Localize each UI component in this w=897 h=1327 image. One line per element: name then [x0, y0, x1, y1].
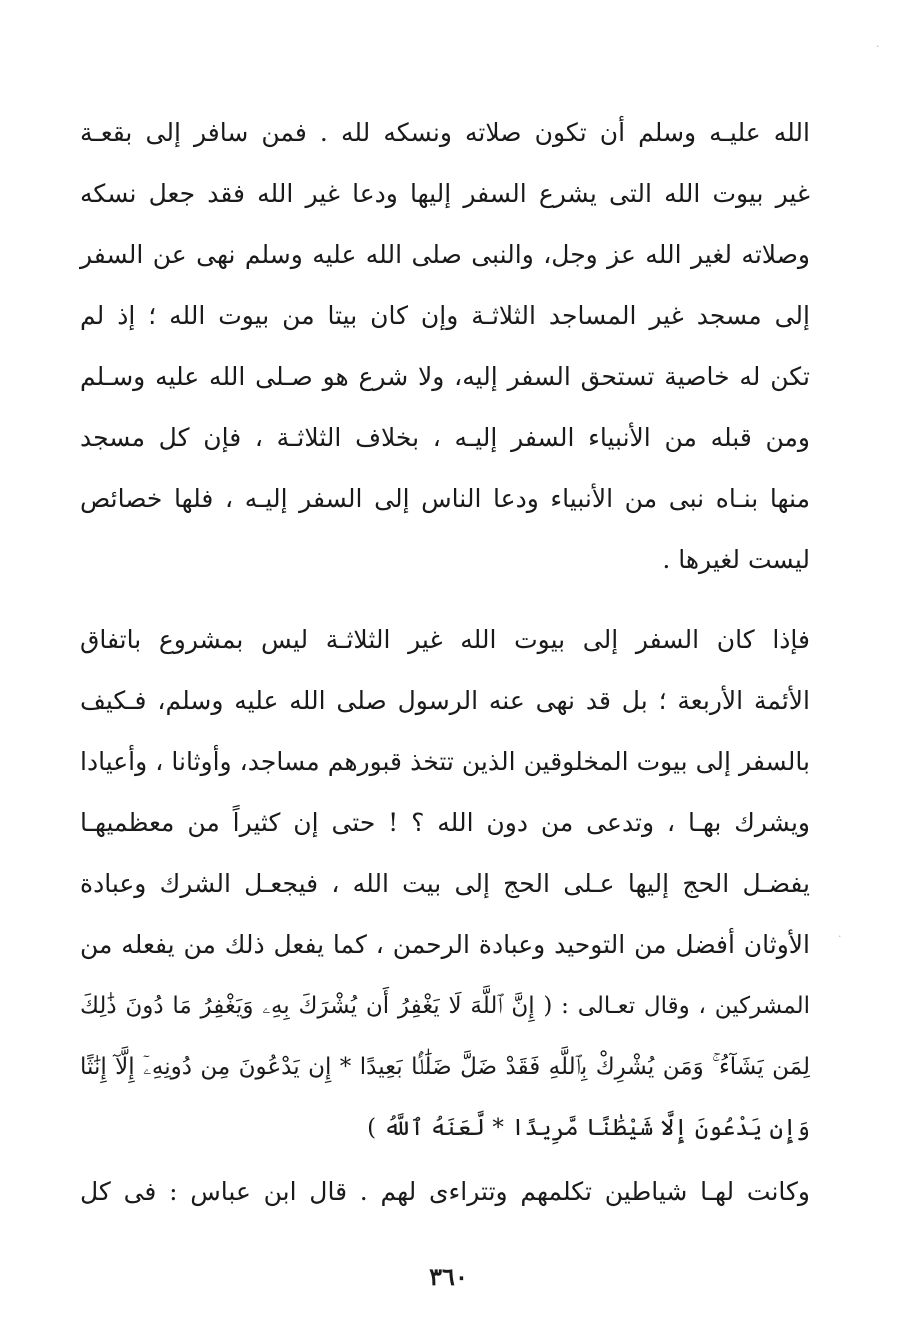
text-line: يفضـل الحج إليها عـلى الحج إلى بيت الله ، فيجعـل الشرك وعبادة	[80, 869, 810, 898]
quran-verse-line: لِمَن يَشَآءُ ۚ وَمَن يُشْرِكْ بِٱللَّهِ فَقَدْ ضَلَّ ضَلَٰلًۢا بَعِيدًا * إِن يَدْعُونَ مِن دُونِهِۦٓ إِلَّآ إِنَٰثًا	[80, 1054, 810, 1080]
scan-speck: ·	[876, 40, 880, 53]
paragraph-1	[80, 113, 810, 601]
text-line: غير بيوت الله التى يشرع السفر إليها ودعا غير الله فقد جعل نسكه	[80, 179, 810, 208]
quran-verse-line: وَإِن يَدْعُونَ إِلَّا شَيْطَٰنًا مَّرِيدًا * لَّعَنَهُ ٱللَّهُ )	[367, 1115, 810, 1141]
paragraph-2	[80, 620, 810, 1169]
text-line: وكانت لهـا شياطين تكلمهم وتتراءى لهم . قال ابن عباس : فى كل	[80, 1177, 810, 1206]
paragraph-3	[80, 1172, 810, 1233]
text-line: ليست لغيرها .	[662, 545, 810, 574]
page-number: ٣٦٠	[429, 1262, 468, 1291]
text-line: ومن قبله من الأنبياء السفر إليـه ، بخلاف الثلاثـة ، فإن كل مسجد	[80, 423, 810, 452]
text-line: بالسفر إلى بيوت المخلوقين الذين تتخذ قبورهم مساجد، وأوثانا ، وأعيادا	[80, 747, 810, 776]
text-line: إلى مسجد غير المساجد الثلاثـة وإن كان بيتا من بيوت الله ؛ إذ لم	[80, 301, 810, 330]
quran-verse-line: المشركين ، وقال تعـالى : ( إِنَّ ٱللَّهَ لَا يَغْفِرُ أَن يُشْرَكَ بِهِۦ وَيَغْفِرُ مَا دُونَ ذَٰلِكَ	[80, 993, 810, 1019]
text-line: ويشرك بهـا ، وتدعى من دون الله ؟ ! حتى إن كثيراً من معظميهـا	[80, 808, 810, 837]
text-line: منها بنـاه نبى من الأنبياء ودعا الناس إلى السفر إليـه ، فلها خصائص	[80, 484, 810, 513]
text-line: تكن له خاصية تستحق السفر إليه، ولا شرع هو صـلى الله عليه وسـلم	[80, 362, 810, 391]
text-line: الأئمة الأربعة ؛ بل قد نهى عنه الرسول صلى الله عليه وسلم، فـكيف	[80, 686, 810, 715]
text-line: فإذا كان السفر إلى بيوت الله غير الثلاثـة ليس بمشروع باتفاق	[80, 625, 810, 654]
text-line: وصلاته لغير الله عز وجل، والنبى صلى الله عليه وسلم نهى عن السفر	[80, 240, 810, 269]
text-line: الله عليـه وسلم أن تكون صلاته ونسكه لله . فمن سافر إلى بقعـة	[80, 118, 810, 147]
text-line: الأوثان أفضل من التوحيد وعبادة الرحمن ، كما يفعل ذلك من يفعله من	[80, 930, 810, 959]
scan-speck: ·	[838, 930, 842, 943]
